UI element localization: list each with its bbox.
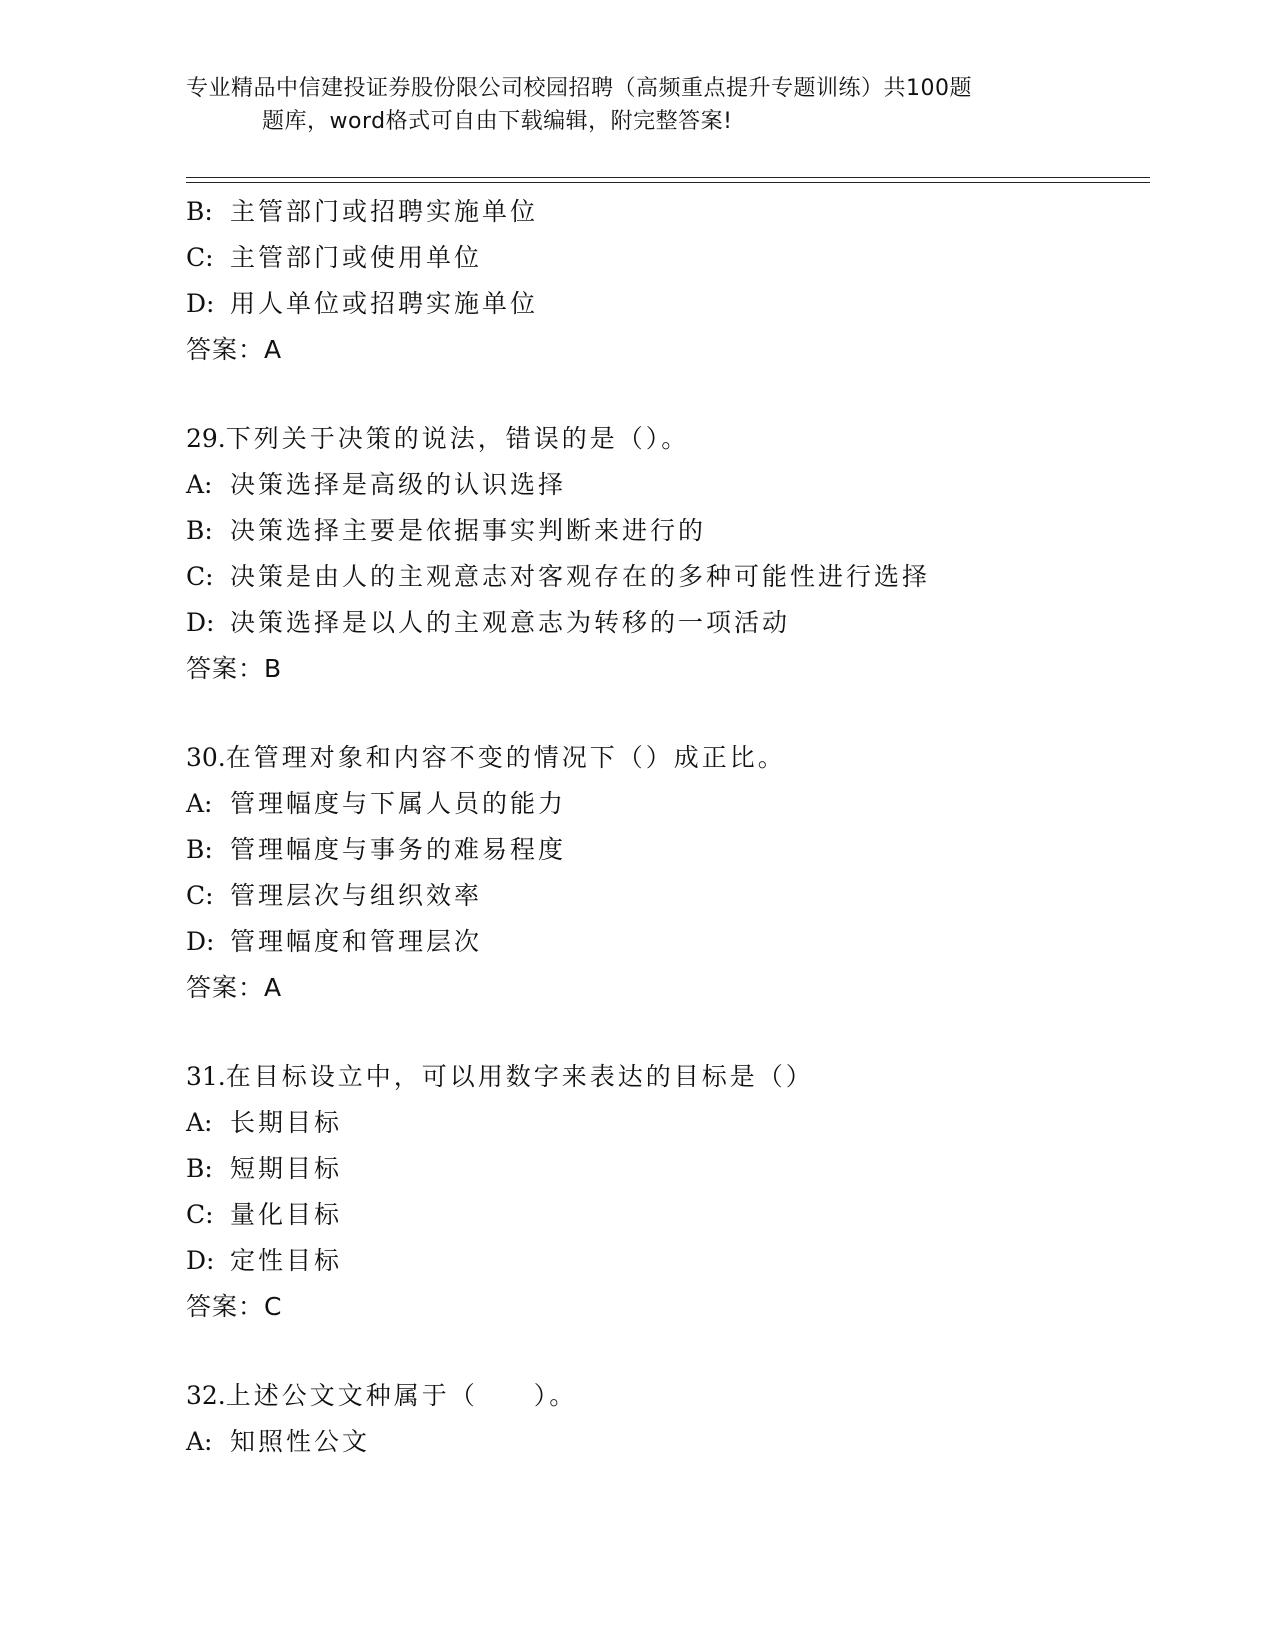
option-text: 量化目标: [230, 1200, 343, 1229]
option-letter: D:: [186, 927, 215, 956]
question-block-28: [186, 189, 1150, 373]
option-a: [186, 1100, 1150, 1146]
question-number: 31.: [186, 1062, 226, 1091]
question-stem: [186, 1054, 1150, 1100]
option-text: 主管部门或使用单位: [230, 243, 483, 272]
question-stem: [186, 1373, 1150, 1419]
option-a: [186, 1419, 1150, 1465]
answer-line: 答案：A: [186, 335, 283, 364]
option-b: [186, 1146, 1150, 1192]
header-divider-top: [186, 177, 1150, 178]
question-number: 29.: [186, 424, 226, 453]
option-b: [186, 827, 1150, 873]
option-a: [186, 462, 1150, 508]
option-letter: C:: [186, 1200, 214, 1229]
option-a: [186, 781, 1150, 827]
option-letter: A:: [186, 1427, 213, 1456]
question-block-31: [186, 1054, 1150, 1330]
spacer: [186, 1330, 1150, 1373]
question-list: [186, 189, 1150, 1465]
option-c: [186, 235, 1150, 281]
option-text: 决策选择是高级的认识选择: [230, 470, 567, 499]
question-block-32: [186, 1373, 1150, 1465]
option-letter: A:: [186, 1108, 213, 1137]
document-header: [186, 72, 1086, 138]
option-text: 长期目标: [230, 1108, 343, 1137]
option-letter: B:: [186, 197, 213, 226]
question-text: 下列关于决策的说法，错误的是（）。: [225, 424, 690, 453]
option-b: [186, 508, 1150, 554]
header-divider-bottom: [186, 182, 1150, 183]
option-letter: C:: [186, 562, 214, 591]
answer-line: 答案：C: [186, 1292, 283, 1321]
option-d: [186, 1238, 1150, 1284]
option-c: [186, 873, 1150, 919]
header-title-line-1: 专业精品中信建投证券股份限公司校园招聘（高频重点提升专题训练）共100题: [186, 76, 972, 101]
question-block-30: [186, 735, 1150, 1011]
option-text: 管理幅度与事务的难易程度: [230, 835, 567, 864]
question-text: 上述公文文种属于（ ）。: [225, 1381, 578, 1410]
option-text: 知照性公文: [230, 1427, 371, 1456]
option-text: 用人单位或招聘实施单位: [230, 289, 539, 318]
option-letter: B:: [186, 835, 213, 864]
option-c: [186, 1192, 1150, 1238]
option-text: 决策选择主要是依据事实判断来进行的: [230, 516, 707, 545]
spacer: [186, 692, 1150, 735]
option-text: 管理幅度和管理层次: [230, 927, 483, 956]
option-d: [186, 919, 1150, 965]
question-text: 在目标设立中，可以用数字来表达的目标是（）: [225, 1062, 814, 1091]
option-letter: C:: [186, 881, 214, 910]
option-d: [186, 281, 1150, 327]
option-letter: A:: [186, 789, 213, 818]
option-letter: D:: [186, 289, 215, 318]
spacer: [186, 1011, 1150, 1054]
option-letter: D:: [186, 1246, 215, 1275]
option-text: 决策选择是以人的主观意志为转移的一项活动: [230, 608, 791, 637]
option-text: 定性目标: [230, 1246, 343, 1275]
option-text: 决策是由人的主观意志对客观存在的多种可能性进行选择: [230, 562, 931, 591]
option-b: [186, 189, 1150, 235]
answer-line: 答案：A: [186, 973, 283, 1002]
question-stem: [186, 416, 1150, 462]
option-text: 管理幅度与下属人员的能力: [230, 789, 567, 818]
option-letter: A:: [186, 470, 213, 499]
spacer: [186, 373, 1150, 416]
option-text: 管理层次与组织效率: [230, 881, 483, 910]
header-title-line-2: 题库，word格式可自由下载编辑，附完整答案!: [262, 109, 733, 134]
question-stem: [186, 735, 1150, 781]
option-text: 主管部门或招聘实施单位: [230, 197, 539, 226]
option-letter: D:: [186, 608, 215, 637]
option-letter: C:: [186, 243, 214, 272]
option-letter: B:: [186, 1154, 213, 1183]
question-block-29: [186, 416, 1150, 692]
answer-line: 答案：B: [186, 654, 283, 683]
option-c: [186, 554, 1150, 600]
option-d: [186, 600, 1150, 646]
question-number: 30.: [186, 743, 226, 772]
option-letter: B:: [186, 516, 213, 545]
question-text: 在管理对象和内容不变的情况下（）成正比。: [225, 743, 786, 772]
question-number: 32.: [186, 1381, 226, 1410]
option-text: 短期目标: [230, 1154, 343, 1183]
